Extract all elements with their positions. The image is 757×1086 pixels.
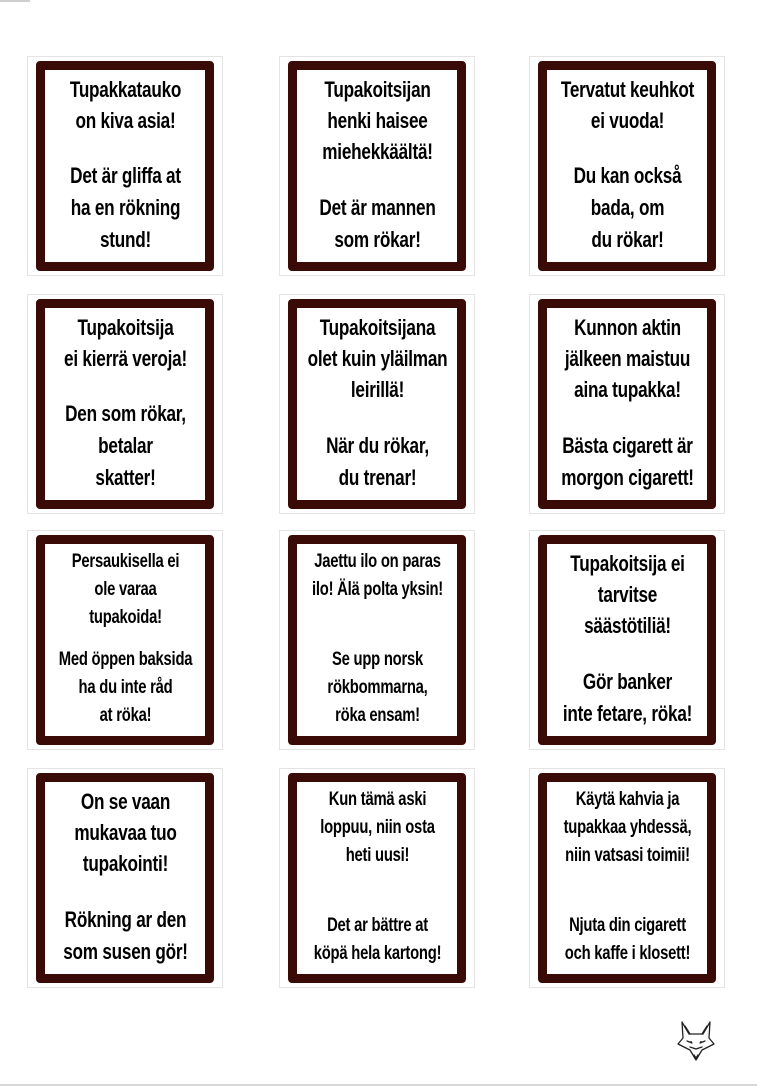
finnish-slogan: Kun tämä aski loppuu, niin osta heti uusi!	[319, 789, 435, 866]
finnish-slogan: Tupakoitsija ei tarvitse säästötiliä!	[569, 551, 685, 638]
card-cell-8	[279, 530, 475, 750]
card-cell-5	[279, 294, 475, 514]
fox-head-icon	[676, 1020, 716, 1062]
finnish-slogan: Tervatut keuhkot ei vuoda!	[560, 77, 694, 133]
card-frame	[538, 61, 716, 271]
swedish-slogan: Se upp norsk rökbommarna, röka ensam!	[326, 649, 428, 726]
finnish-slogan: Tupakoitsijan henki haisee miehekkäältä!	[321, 77, 433, 164]
swedish-slogan: Med öppen baksida ha du inte råd at röka!	[58, 649, 192, 726]
swedish-slogan: Det är mannen som rökar!	[318, 195, 436, 252]
swedish-slogan: Det ar bättre at köpä hela kartong!	[313, 915, 441, 964]
finnish-slogan: Tupakkatauko on kiva asia!	[69, 77, 181, 133]
finnish-slogan: Tupakoitsijana olet kuin yläilman leirillä!	[307, 315, 447, 402]
card-cell-12	[529, 768, 725, 988]
card-frame	[36, 535, 214, 745]
card-cell-11	[279, 768, 475, 988]
finnish-slogan: Kunnon aktin jälkeen maistuu aina tupakka!	[564, 315, 690, 402]
card-frame	[36, 773, 214, 983]
finnish-slogan: Tupakoitsija ei kierrä veroja!	[63, 315, 187, 371]
card-frame	[288, 773, 466, 983]
card-frame	[288, 299, 466, 509]
card-cell-4	[27, 294, 223, 514]
card-cell-2	[279, 56, 475, 276]
card-frame	[36, 61, 214, 271]
swedish-slogan: Gör banker inte fetare, röka!	[562, 669, 692, 726]
card-cell-10	[27, 768, 223, 988]
finnish-slogan: Persaukisella ei ole varaa tupakoida!	[71, 551, 179, 628]
finnish-slogan: Käytä kahvia ja tupakkaa yhdessä, niin vatsasi toimii!	[563, 789, 691, 866]
card-cell-1	[27, 56, 223, 276]
card-frame	[288, 61, 466, 271]
swedish-slogan: Rökning ar den som susen gör!	[62, 907, 188, 964]
finnish-slogan: On se vaan mukavaa tuo tupakointi!	[73, 789, 177, 876]
finnish-slogan: Jaettu ilo on paras ilo! Älä polta yksin!	[311, 551, 443, 600]
swedish-slogan: Den som rökar, betalar skatter!	[64, 401, 186, 490]
swedish-slogan: Bästa cigarett är morgon cigarett!	[560, 433, 694, 490]
swedish-slogan: När du rökar, du trenar!	[325, 433, 429, 490]
card-frame	[288, 535, 466, 745]
card-cell-3	[529, 56, 725, 276]
card-cell-7	[27, 530, 223, 750]
card-frame	[36, 299, 214, 509]
swedish-slogan: Det är gliffa at ha en rökning stund!	[69, 163, 181, 252]
swedish-slogan: Njuta din cigarett och kaffe i klosett!	[564, 915, 690, 964]
card-cell-6	[529, 294, 725, 514]
card-frame	[538, 535, 716, 745]
card-cell-9	[529, 530, 725, 750]
swedish-slogan: Du kan också bada, om du rökar!	[573, 163, 681, 252]
card-frame	[538, 773, 716, 983]
card-frame	[538, 299, 716, 509]
